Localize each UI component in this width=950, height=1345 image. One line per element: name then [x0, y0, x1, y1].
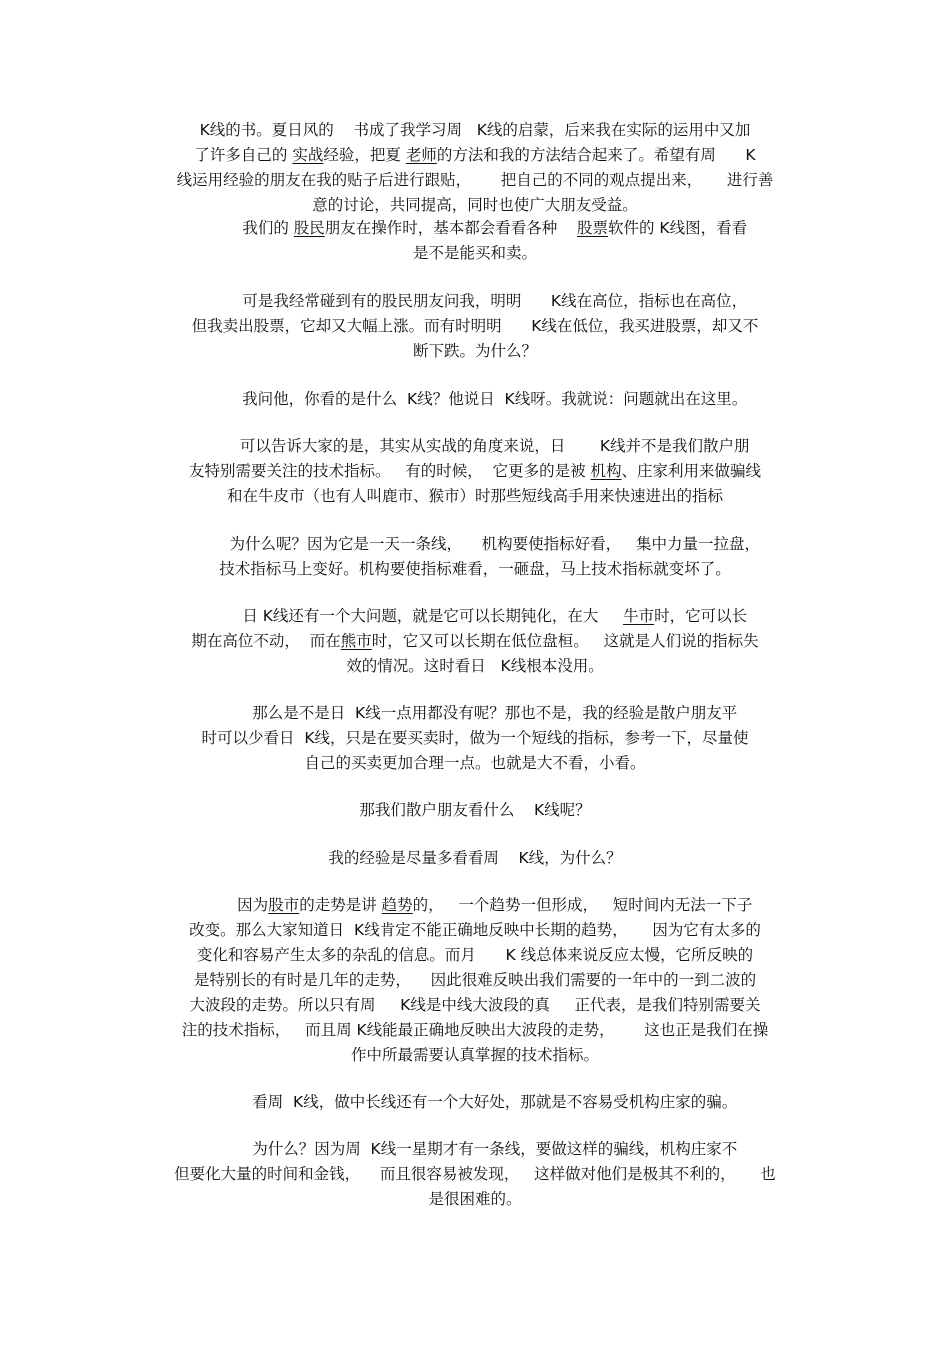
text-segment: 我问他，你看的是什么 K线？他说日 K线呀。我就说：问题就出在这里。 [202, 390, 748, 408]
text-segment: 那我们散户朋友看什么 K线呢？ [359, 801, 591, 819]
text-line [0, 1187, 950, 1212]
paragraph [0, 1137, 950, 1212]
paragraph [0, 701, 950, 776]
keyword-link[interactable]: 股市 [268, 896, 300, 914]
text-segment: 我们的 [202, 219, 294, 237]
paragraph [0, 532, 950, 582]
text-segment: 但我卖出股票，它却又大幅上涨。而有时明明 K线在低位，我买进股票，却又不 [191, 317, 759, 335]
text-segment: 日 K线还有一个大问题，就是它可以长期钝化，在大 [202, 607, 624, 625]
text-segment: 意的讨论，共同提高，同时也使广大朋友受益。 [312, 196, 638, 214]
text-line [0, 143, 950, 168]
text-line [0, 459, 950, 484]
paragraph [0, 604, 950, 679]
text-line [0, 918, 950, 943]
text-line [0, 1090, 950, 1115]
text-line [0, 1043, 950, 1068]
text-segment: 时，它可以长 [654, 607, 748, 625]
text-segment: 可以告诉大家的是，其实从实战的角度来说，日 K线并不是我们散户朋 [200, 437, 750, 455]
text-segment: 我的经验是尽量多看看周 K线，为什么？ [328, 849, 622, 867]
paragraph [0, 846, 950, 871]
text-line [0, 314, 950, 339]
text-segment: 了许多自己的 [194, 146, 293, 164]
text-line [0, 241, 950, 266]
keyword-link[interactable]: 趋势 [381, 896, 413, 914]
text-segment: 改变。那么大家知道日 K线肯定不能正确地反映中长期的趋势， 因为它有太多的 [189, 921, 761, 939]
text-line [0, 798, 950, 823]
text-segment: 可是我经常碰到有的股民朋友问我，明明 K线在高位，指标也在高位， [202, 292, 748, 310]
text-line [0, 1162, 950, 1187]
text-segment: 、庄家利用来做骗线 [621, 462, 762, 480]
text-segment: 时可以少看日 K线，只是在要买卖时，做为一个短线的指标，参考一下，尽量使 [201, 729, 749, 747]
paragraph [0, 798, 950, 823]
text-segment: 自己的买卖更加合理一点。也就是大不看，小看。 [304, 754, 646, 772]
text-segment: 是很困难的。 [428, 1190, 522, 1208]
text-line [0, 604, 950, 629]
text-line [0, 654, 950, 679]
keyword-link[interactable]: 熊市 [340, 632, 372, 650]
text-line [0, 993, 950, 1018]
paragraph [0, 118, 950, 218]
text-line [0, 216, 950, 241]
text-line [0, 968, 950, 993]
text-segment: 注的技术指标， 而且周 K线能最正确地反映出大波段的走势， 这也正是我们在操 [181, 1021, 769, 1039]
text-segment: 作中所最需要认真掌握的技术指标。 [350, 1046, 599, 1064]
text-segment: 是不是能买和卖。 [412, 244, 537, 262]
text-line [0, 893, 950, 918]
text-segment: 友特别需要关注的技术指标。 有的时候， 它更多的是被 [188, 462, 591, 480]
text-line [0, 943, 950, 968]
paragraph [0, 387, 950, 412]
text-segment: 期在高位不动， 而在 [191, 632, 341, 650]
text-segment: 和在牛皮市（也有人叫鹿市、猴市）时那些短线高手用来快速进出的指标 [226, 487, 723, 505]
text-line [0, 751, 950, 776]
keyword-link[interactable]: 老师 [405, 146, 437, 164]
paragraph [0, 289, 950, 364]
text-segment: 线运用经验的朋友在我的贴子后进行跟贴， 把自己的不同的观点提出来， 进行善 [176, 171, 774, 189]
text-segment: 为什么呢？因为它是一天一条线， 机构要使指标好看， 集中力量一拉盘， [190, 535, 760, 553]
text-line [0, 289, 950, 314]
text-segment: 看周 K线，做中长线还有一个大好处，那就是不容易受机构庄家的骗。 [212, 1093, 738, 1111]
text-line [0, 1018, 950, 1043]
keyword-link[interactable]: 牛市 [623, 607, 655, 625]
text-segment: 那么是不是日 K线一点用都没有呢？那也不是，我的经验是散户朋友平 [212, 704, 738, 722]
text-line [0, 484, 950, 509]
text-line [0, 193, 950, 218]
keyword-link[interactable]: 股民 [293, 219, 325, 237]
text-segment: 因为 [197, 896, 269, 914]
text-segment: 技术指标马上变好。机构要使指标难看，一砸盘，马上技术指标就变坏了。 [219, 560, 731, 578]
text-line [0, 846, 950, 871]
text-segment: 的， 一个趋势一但形成， 短时间内无法一下子 [412, 896, 753, 914]
text-segment: 变化和容易产生太多的杂乱的信息。而月 K 线总体来说反应太慢，它所反映的 [196, 946, 754, 964]
text-segment: 朋友在操作时，基本都会看看各种 [324, 219, 577, 237]
text-line [0, 1137, 950, 1162]
text-line [0, 168, 950, 193]
paragraph [0, 1090, 950, 1115]
text-segment: 为什么？因为周 K线一星期才有一条线，要做这样的骗线，机构庄家不 [212, 1140, 738, 1158]
text-segment: 的方法和我的方法结合起来了。希望有周 K [436, 146, 756, 164]
keyword-link[interactable]: 实战 [292, 146, 324, 164]
text-line [0, 557, 950, 582]
text-line [0, 434, 950, 459]
keyword-link[interactable]: 机构 [590, 462, 622, 480]
text-segment: 软件的 K线图，看看 [608, 219, 748, 237]
text-segment: K线的书。夏日风的 书成了我学习周 K线的启蒙，后来我在实际的运用中又加 [199, 121, 751, 139]
text-line [0, 701, 950, 726]
text-line [0, 629, 950, 654]
keyword-link[interactable]: 股票 [576, 219, 608, 237]
text-line [0, 339, 950, 364]
paragraph [0, 434, 950, 509]
text-segment: 大波段的走势。所以只有周 K线是中线大波段的真 正代表，是我们特别需要关 [189, 996, 761, 1014]
paragraph [0, 893, 950, 1068]
text-line [0, 532, 950, 557]
text-segment: 但要化大量的时间和金钱， 而且很容易被发现， 这样做对他们是极其不利的， 也 [174, 1165, 776, 1183]
text-segment: 是特别长的有时是几年的走势， 因此很难反映出我们需要的一年中的一到二波的 [193, 971, 757, 989]
text-line [0, 726, 950, 751]
text-segment: 时，它又可以长期在低位盘桓。 这就是人们说的指标失 [371, 632, 759, 650]
text-segment: 断下跌。为什么？ [412, 342, 537, 360]
text-line [0, 118, 950, 143]
text-line [0, 387, 950, 412]
text-segment: 效的情况。这时看日 K线根本没用。 [346, 657, 604, 675]
text-segment: 经验，把夏 [323, 146, 406, 164]
paragraph [0, 216, 950, 266]
text-segment: 的走势是讲 [299, 896, 382, 914]
